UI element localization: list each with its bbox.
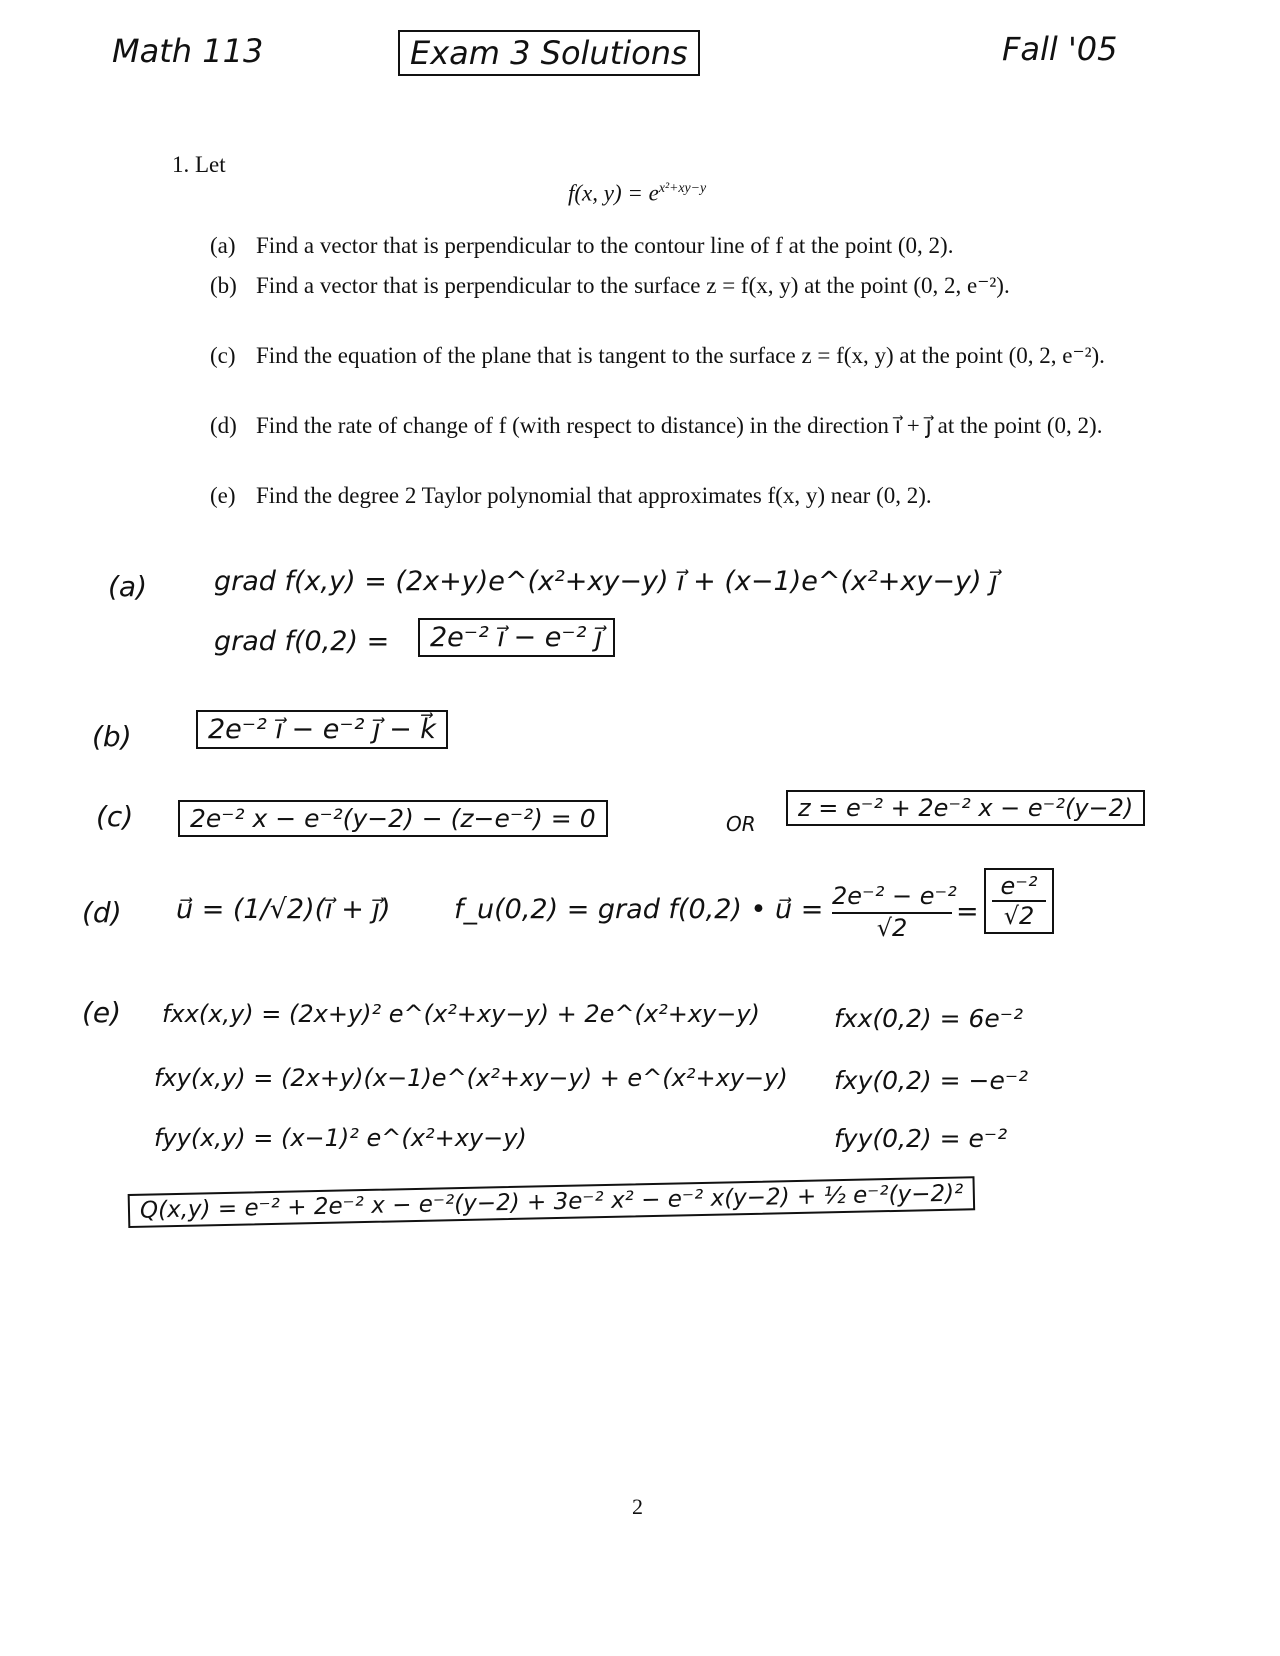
part-text: Find the degree 2 Taylor polynomial that approximates f(x, y) near (0, 2). xyxy=(256,483,932,508)
part-label: (a) xyxy=(210,233,236,258)
part-text: Find a vector that is perpendicular to the contour line of f at the point (0, 2). xyxy=(256,233,954,258)
function-exponent: x²+xy−y xyxy=(658,180,707,195)
solution-d-answer xyxy=(984,868,1054,934)
solution-a-answer: 2e⁻² i⃗ − e⁻² j⃗ xyxy=(418,618,615,657)
solution-d-rate: f_u(0,2) = grad f(0,2) • u⃗ = xyxy=(454,894,824,925)
solution-d-equals: = xyxy=(956,896,979,927)
solution-c-answer-2: z = e⁻² + 2e⁻² x − e⁻²(y−2) xyxy=(786,790,1145,826)
function-base: f(x, y) = e xyxy=(568,180,659,206)
exam-title: Exam 3 Solutions xyxy=(398,30,700,76)
part-label: (e) xyxy=(210,483,236,508)
solution-e-label: (e) xyxy=(82,996,122,1029)
fraction-denominator: √2 xyxy=(876,914,908,942)
solution-a-label: (a) xyxy=(108,570,148,603)
term: Fall '05 xyxy=(1002,30,1118,68)
solution-d-unit-vector: u⃗ = (1/√2)(i⃗ + j⃗) xyxy=(176,894,391,925)
solution-c-answer-1: 2e⁻² x − e⁻²(y−2) − (z−e⁻²) = 0 xyxy=(178,800,608,837)
solution-a-gradient: grad f(x,y) = (2x+y)e^(x²+xy−y) i⃗ + (x−1)e^(x²+xy−y) j⃗ xyxy=(214,566,998,597)
solution-b-label: (b) xyxy=(92,720,132,753)
problem-number: 1. Let xyxy=(172,152,226,177)
solution-e-fyy: fyy(x,y) = (x−1)² e^(x²+xy−y) xyxy=(154,1124,527,1152)
solution-c-or: OR xyxy=(726,812,756,836)
part-text: Find the equation of the plane that is tangent to the surface z = f(x, y) at the point (0, 2, e⁻²). xyxy=(256,343,1105,368)
answer-numerator: e⁻² xyxy=(992,872,1046,902)
part-text: Find the rate of change of f (with respect to distance) in the direction i⃗ + j⃗ at the point (0, 2). xyxy=(256,413,1103,438)
part-label: (d) xyxy=(210,413,237,438)
solution-c-label: (c) xyxy=(96,800,134,833)
part-c xyxy=(210,340,1150,372)
solution-d-fraction xyxy=(832,882,957,942)
page-number: 2 xyxy=(632,1494,643,1519)
solution-a-gradient-at-point: grad f(0,2) = xyxy=(214,626,390,657)
part-a xyxy=(210,230,1150,262)
part-text: Find a vector that is perpendicular to the surface z = f(x, y) at the point (0, 2, e⁻²). xyxy=(256,273,1010,298)
part-label: (c) xyxy=(210,343,236,368)
solution-b-answer: 2e⁻² i⃗ − e⁻² j⃗ − k⃗ xyxy=(196,710,448,749)
part-label: (b) xyxy=(210,273,237,298)
function-definition xyxy=(568,180,706,207)
solution-e-fxx: fxx(x,y) = (2x+y)² e^(x²+xy−y) + 2e^(x²+xy−y) xyxy=(162,1000,760,1028)
solution-e-taylor-polynomial: Q(x,y) = e⁻² + 2e⁻² x − e⁻²(y−2) + 3e⁻² x² − e⁻² x(y−2) + ½ e⁻²(y−2)² xyxy=(128,1176,976,1228)
answer-denominator: √2 xyxy=(1003,902,1035,930)
solution-e-fxy-value: fxy(0,2) = −e⁻² xyxy=(834,1066,1029,1095)
solution-e-fxx-value: fxx(0,2) = 6e⁻² xyxy=(834,1004,1024,1033)
solution-e-fyy-value: fyy(0,2) = e⁻² xyxy=(834,1124,1008,1153)
fraction-numerator: 2e⁻² − e⁻² xyxy=(832,882,952,914)
part-d xyxy=(210,410,1150,442)
part-e xyxy=(210,480,1150,512)
course-name: Math 113 xyxy=(112,32,264,70)
solution-d-label: (d) xyxy=(82,896,122,929)
part-b xyxy=(210,270,1150,302)
solution-e-fxy: fxy(x,y) = (2x+y)(x−1)e^(x²+xy−y) + e^(x²+xy−y) xyxy=(154,1064,788,1092)
